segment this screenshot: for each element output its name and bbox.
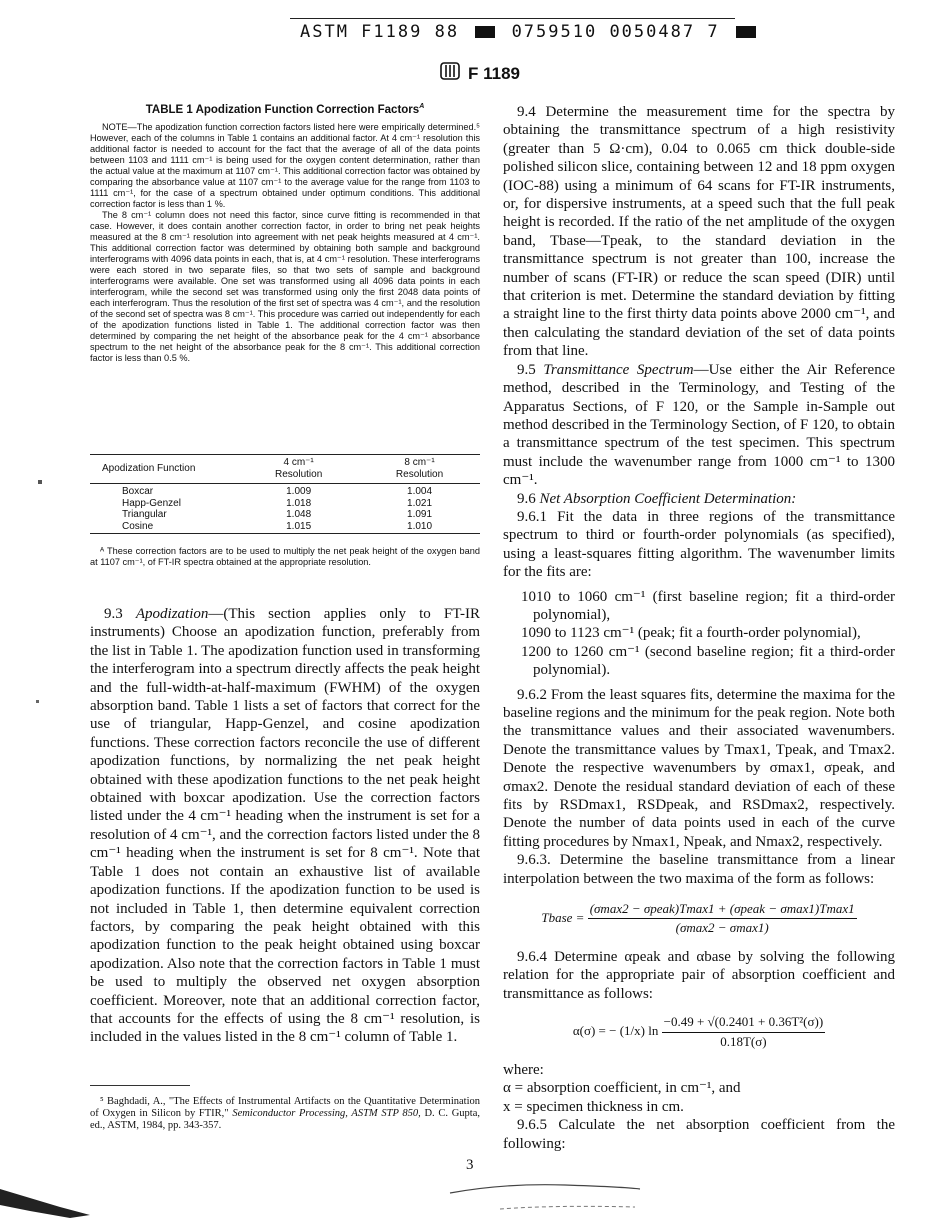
baseline-equation: Tbase = $\frac{\text{(σmax2 − σpeak)Tmax1 + (σpeak − σmax1)Tmax1}}{(\sigma\max 2 - \sigma\max 1)}$ <box>541 901 855 936</box>
section-9-3: 9.3 Apodization—(This section applies only to FT-IR instruments) Choose an apodization function, preferably from the list in Table 1. The apodization function used in transforming the interferogram into a spectrum directly affects the peak height and the full-width-at-half-maximum (FWHM) of the oxygen absorption band. Table 1 lists a set of factors that correct for the use of triangular, Happ-Genzel, and cosine apodization functions. These correction factors reconcile the use of different apodization functions, by normalizing the net peak height obtained with these apodization functions to the net peak height obtained with boxcar apodization. Use the correction factors listed under the 4 cm⁻¹ heading when the instrument is set for a resolution of 4 cm⁻¹, and the correction factors listed under the 8 cm⁻¹ heading when the instrument is set for 8 cm⁻¹. Note that Table 1 does not contain an exhaustive list of available apodization functions. If the apodization function to be used is not included in Table 1, then determine equivalent correction factors, by comparing the peak height obtained with this apodization function to the peak height obtained using boxcar apodization. Also note that the correction factors in Table 1 must be used to multiply the observed net oxygen absorption coefficient. Moreover, note that an additional correction factor, that accounts for the effects of using the 8 cm⁻¹ resolution, is included in the values listed in the 8 cm⁻¹ column of Table 1. <box>90 606 480 1046</box>
section-9-6-4: 9.6.4 Determine αpeak and αbase by solving the following relation for the appropriate pair of absorption coefficient and transmittance as follows: <box>503 948 895 1002</box>
definition-alpha: α = absorption coefficient, in cm⁻¹, and <box>503 1080 741 1097</box>
designation <box>440 62 520 85</box>
section-9-4: 9.4 Determine the measurement time for the spectra by obtaining the transmittance spectrum of a high resistivity (greater than 5 Ω·cm), 0.04 to 0.065 cm thick double-side polished silicon slice, containing between 12 and 18 ppm oxygen (IOC-88) using a minimum of 64 scans for FT-IR instruments, or, for dispersive instruments, at a speed such that the full peak height is recorded. If the ratio of the net amplitude of the oxygen band, Tbase—Tpeak, to the standard deviation in the transmittance spectrum is not greater than 100, increase the number of scans (FT-IR) or reduce the scan speed (DIR) until that criterion is met. Determine the standard deviation by fitting a straight line to the first thirty data points above 2000 cm⁻¹, and then calculating the standard deviation of the set of data points from that line. <box>503 104 895 360</box>
section-9-5: 9.5 Transmittance Spectrum—Use either the Air Reference method, described in the Terminology, and Testing of the Apparatus Sections, of F 120, or the Sample in-Sample out method described in the Terminology Section, of F 120, to obtain a transmittance spectrum of the test specimen. This spectrum must include the wavenumber range from 1000 cm⁻¹ to 1300 cm⁻¹. <box>503 361 896 489</box>
table-title: TABLE 1 Apodization Function Correction Factors$^A$ <box>145 103 425 116</box>
scan-speck <box>36 700 39 703</box>
list-item: 1200 to 1260 cm⁻¹ (second baseline region; fit a third-order polynomial). <box>521 643 895 679</box>
table-row: Boxcar 1.009 1.004 <box>122 486 433 497</box>
document-code <box>300 22 760 42</box>
page-number: 3 <box>466 1157 474 1173</box>
scribble-mark <box>445 1175 645 1220</box>
designation-number: F 1189 <box>468 63 520 83</box>
col-header-8: 8 cm⁻¹ Resolution <box>359 455 480 484</box>
section-9-6-5: 9.6.5 Calculate the net absorption coefficient from the following: <box>503 1117 895 1152</box>
table-note <box>90 122 480 364</box>
header-rule <box>290 18 735 19</box>
wavenumber-limits <box>521 588 895 680</box>
absorption-equation: α(σ) = − (1/x) ln $\frac{\text{−0.49 + √(0.2401 + 0.36T²(σ))}}{0.18T(\sigma)}$ <box>572 1014 824 1049</box>
table-note-p2: The 8 cm⁻¹ column does not need this factor, since curve fitting is recommended in that case. However, it does contain another correction factor, in order to bring net peak heights measured at the 8 cm⁻¹ resolution into agreement with net peak heights measured at 4 cm⁻¹. This additional correction factor was determined by obtaining both sample and background interferograms with 4096 data points in each, that is, at 4 cm⁻¹ resolution. These interferograms were each stored in two separate files, so that two sets of sample and background interferograms were available. One set was transformed using all 4096 data points in each interferogram, while the second set was transformed using only the first 2048 data points of each interferogram. Thus the resolution of the first set of spectra was 4 cm⁻¹, and the resolution of the second set of spectra was 8 cm⁻¹. This procedure was carried out independently for each of the apodization functions listed in Table 1. The additional correction factor was then determined by comparing the net height of the absorbance peak for the 4 cm⁻¹ absorbance spectrum to the net height of the absorbance peak for the 8 cm⁻¹. This additional correction factor is less than 0.5 %. <box>90 210 480 363</box>
table-row: Triangular 1.048 1.091 <box>122 509 433 520</box>
block-mark <box>736 26 756 38</box>
where-label: where: <box>503 1061 544 1078</box>
list-item: 1010 to 1060 cm⁻¹ (first baseline region; fit a third-order polynomial), <box>521 588 895 623</box>
list-item: 1090 to 1123 cm⁻¹ (peak; fit a fourth-order polynomial), <box>521 625 861 642</box>
footnote: ⁵ Baghdadi, A., "The Effects of Instrumental Artifacts on the Quantitative Determination of Oxygen in Silicon by FTIR," Semiconductor Processing, ASTM STP 850, D. C. Gupta, ed., ASTM, 1984, pp. 343-357. <box>90 1096 481 1131</box>
code-left: ASTM F1189 88 <box>300 22 460 42</box>
section-9-6: 9.6 Net Absorption Coefficient Determination: <box>517 490 797 507</box>
footnote-rule <box>90 1085 190 1086</box>
col-header-4: 4 cm⁻¹ Resolution <box>238 455 359 484</box>
section-9-6-3: 9.6.3. Determine the baseline transmittance from a linear interpolation between the two maxima of the form as follows: <box>503 852 895 887</box>
scan-speck <box>38 480 42 484</box>
table-note-p1: NOTE—The apodization function correction factors listed here were empirically determined.⁵ However, each of the columns in Table 1 contains an additional factor. At 4 cm⁻¹ resolution this additional factor is needed to account for the fact that the average of all of the data points between 1103 and 1111 cm⁻¹ is being used for the oxygen content determination, rather than the actual value at the maximum at 1107 cm⁻¹. This additional correction factor was obtained by comparing the absorbance value at 1107 cm⁻¹ to the average value for the range from 1103 to 1111 cm⁻¹, for the case of a spectrum obtained under optimum conditions. This additional correction factor is less than 1 %. <box>90 122 480 209</box>
col-header-function: Apodization Function <box>90 455 238 484</box>
scan-corner-mark <box>0 1185 120 1226</box>
table-footnote: ᴬ These correction factors are to be used to multiply the net peak height of the oxygen band at 1107 cm⁻¹, of FT-IR spectra obtained at the appropriate resolution. <box>90 546 480 567</box>
table-row: Happ-Genzel 1.018 1.021 <box>122 497 433 509</box>
correction-factor-table <box>90 454 480 534</box>
astm-logo-icon <box>440 62 460 85</box>
section-9-6-2: 9.6.2 From the least squares fits, determine the maxima for the baseline regions and the minimum for the peak region. Note both the transmittance values and their associated wavenumbers. Denote the transmittance values by Tmax1, Tpeak, and Tmax2. Denote the respective wavenumbers by σmax1, σpeak, and σmax2. Denote the residual standard deviation of each of these fits by RSDmax1, RSDpeak, and RSDmax2, respectively. Denote the number of data points used in each of the curve fitting procedures by Nmax1, Npeak, and Nmax2, respectively. <box>503 686 895 850</box>
section-9-6-1: 9.6.1 Fit the data in three regions of the transmittance spectrum to third or fourth-order polynomials (as specified), using a least-squares fitting algorithm. The wavenumber limits for the fits are: <box>503 508 895 581</box>
definition-x: x = specimen thickness in cm. <box>503 1098 684 1115</box>
block-mark <box>475 26 495 38</box>
code-right: 0759510 0050487 7 <box>511 22 720 42</box>
right-column <box>503 103 895 1153</box>
table-row: Cosine 1.015 1.010 <box>90 521 480 534</box>
